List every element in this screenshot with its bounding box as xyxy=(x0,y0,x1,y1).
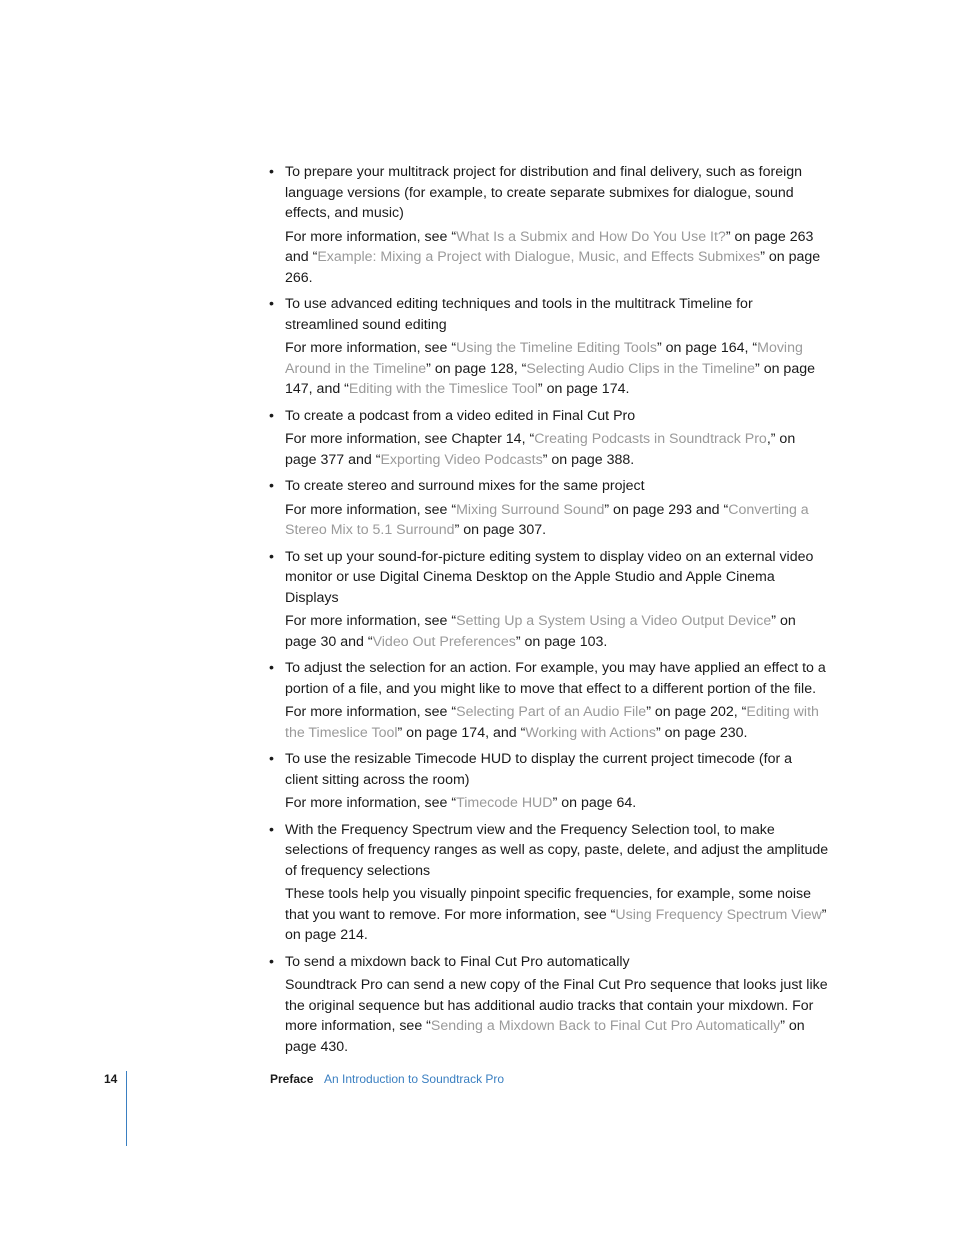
item-lead-text: To create stereo and surround mixes for the same project xyxy=(285,478,645,494)
cross-reference-link[interactable]: Using Frequency Spectrum View xyxy=(615,906,822,923)
bullet-icon: • xyxy=(269,407,274,424)
reference-text: These tools help you visually pinpoint specific frequencies, for example, some noise that you want to remove. For more information, see “ xyxy=(285,886,812,923)
cross-reference-link[interactable]: Example: Mixing a Project with Dialogue, Music, and Effects Submixes xyxy=(317,249,761,265)
cross-reference-link[interactable]: Exporting Video Podcasts xyxy=(380,451,543,468)
cross-reference-link[interactable]: Converting a Stereo Mix to 5.1 Surround xyxy=(285,501,809,538)
cross-reference-link[interactable]: Selecting Audio Clips in the Timeline xyxy=(526,360,756,377)
reference-text: ” on page 263 and “ xyxy=(285,228,814,265)
reference-text: Soundtrack Pro can send a new copy of the Final Cut Pro sequence that looks just like the original sequence but has additional audio tracks that contain your mixdown. For more information, see “ xyxy=(285,977,828,1034)
bullet-icon: • xyxy=(269,751,274,767)
list-item xyxy=(269,658,829,743)
footer-chapter-title: An Introduction to Soundtrack Pro xyxy=(324,1072,505,1086)
cross-reference-link[interactable]: Editing with the Timeslice Tool xyxy=(285,704,819,741)
list-item xyxy=(269,547,829,653)
reference-text: ” on page 147, and “ xyxy=(285,360,815,397)
cross-reference-link[interactable]: Video Out Preferences xyxy=(372,633,516,650)
cross-reference-link[interactable]: Selecting Part of an Audio File xyxy=(456,704,647,720)
cross-reference-link[interactable]: Sending a Mixdown Back to Final Cut Pro Automatically xyxy=(430,1018,781,1034)
list-item xyxy=(269,406,829,471)
reference-text: ” on page 230. xyxy=(655,724,748,741)
reference-text: ,” on page 377 and “ xyxy=(285,431,796,468)
reference-text: ” on page 30 and “ xyxy=(285,613,796,650)
item-lead-text: To prepare your multitrack project for distribution and final delivery, such as foreign language versions (for example, to create separate submixes for dialogue, sound effects, and music) xyxy=(285,164,803,221)
cross-reference-link[interactable]: What Is a Submix and How Do You Use It? xyxy=(456,228,726,245)
reference-text: ” on page 174. xyxy=(537,381,630,397)
cross-reference-link[interactable]: Timecode HUD xyxy=(456,795,553,811)
list-item xyxy=(269,749,829,814)
item-reference-text xyxy=(285,793,829,814)
item-lead-text: To send a mixdown back to Final Cut Pro automatically xyxy=(285,953,630,970)
cross-reference-link[interactable]: Setting Up a System Using a Video Output Device xyxy=(456,613,772,629)
item-lead-text: To use advanced editing techniques and tools in the multitrack Timeline for streamlined sound editing xyxy=(285,296,753,333)
list-item xyxy=(269,162,829,288)
item-reference-text xyxy=(285,611,829,652)
footer-section-label: Preface xyxy=(270,1072,314,1086)
reference-text: ” on page 164, “ xyxy=(656,340,758,356)
item-reference-text xyxy=(285,227,829,289)
item-reference-text xyxy=(285,338,829,400)
reference-text: For more information, see “ xyxy=(285,228,457,245)
reference-text: ” on page 103. xyxy=(515,633,608,650)
item-lead-text: To set up your sound-for-picture editing system to display video on an external video monitor or use Digital Cinema Desktop on the Apple Studio and Apple Cinema Displays xyxy=(285,548,814,606)
item-lead-text: To adjust the selection for an action. For example, you may have applied an effect to a portion of a file, and you might like to move that effect to a different portion of the file. xyxy=(285,660,826,697)
cross-reference-link[interactable]: Creating Podcasts in Soundtrack Pro xyxy=(534,431,767,447)
reference-text: ” on page 293 and “ xyxy=(604,501,729,518)
bullet-icon: • xyxy=(269,548,274,565)
bullet-icon: • xyxy=(269,478,274,494)
bullet-icon: • xyxy=(269,660,274,676)
list-item xyxy=(269,476,829,541)
bullet-icon: • xyxy=(269,164,274,180)
list-item xyxy=(269,820,829,946)
item-lead-text: To create a podcast from a video edited in Final Cut Pro xyxy=(285,407,636,424)
cross-reference-link[interactable]: Editing with the Timeslice Tool xyxy=(348,381,538,397)
item-reference-text xyxy=(285,500,829,541)
item-reference-text xyxy=(285,702,829,743)
body-content xyxy=(269,162,829,1057)
reference-text: For more information, see “ xyxy=(285,704,457,720)
reference-text: ” on page 214. xyxy=(285,906,827,943)
footer-rule xyxy=(126,1071,127,1146)
reference-text: ” on page 202, “ xyxy=(646,704,747,720)
cross-reference-link[interactable]: Moving Around in the Timeline xyxy=(285,340,803,377)
item-reference-text xyxy=(285,975,829,1057)
cross-reference-link[interactable]: Mixing Surround Sound xyxy=(456,501,605,518)
reference-text: ” on page 307. xyxy=(454,522,547,538)
item-reference-text xyxy=(285,884,829,946)
reference-text: For more information, see “ xyxy=(285,795,457,811)
reference-text: For more information, see Chapter 14, “ xyxy=(285,431,535,447)
reference-text: ” on page 64. xyxy=(552,795,637,811)
bullet-icon: • xyxy=(269,296,274,312)
reference-text: For more information, see “ xyxy=(285,340,457,356)
item-lead-text: With the Frequency Spectrum view and the Frequency Selection tool, to make selections of frequency ranges as well as copy, paste, delete, and adjust the amplitude of frequency selections xyxy=(285,821,829,879)
reference-text: For more information, see “ xyxy=(285,613,457,629)
reference-text: ” on page 430. xyxy=(285,1018,805,1055)
reference-text: ” on page 266. xyxy=(285,249,821,286)
item-reference-text xyxy=(285,429,829,470)
bullet-icon: • xyxy=(269,953,274,970)
cross-reference-link[interactable]: Using the Timeline Editing Tools xyxy=(456,340,657,356)
list-item xyxy=(269,294,829,400)
bullet-icon: • xyxy=(269,821,274,838)
cross-reference-link[interactable]: Working with Actions xyxy=(525,724,656,741)
reference-text: For more information, see “ xyxy=(285,501,457,518)
reference-text: ” on page 174, and “ xyxy=(397,724,526,741)
reference-text: ” on page 128, “ xyxy=(426,360,527,377)
item-lead-text: To use the resizable Timecode HUD to display the current project timecode (for a client sitting across the room) xyxy=(285,751,793,788)
page-number: 14 xyxy=(104,1072,118,1086)
list-item xyxy=(269,952,829,1058)
reference-text: ” on page 388. xyxy=(542,451,635,468)
